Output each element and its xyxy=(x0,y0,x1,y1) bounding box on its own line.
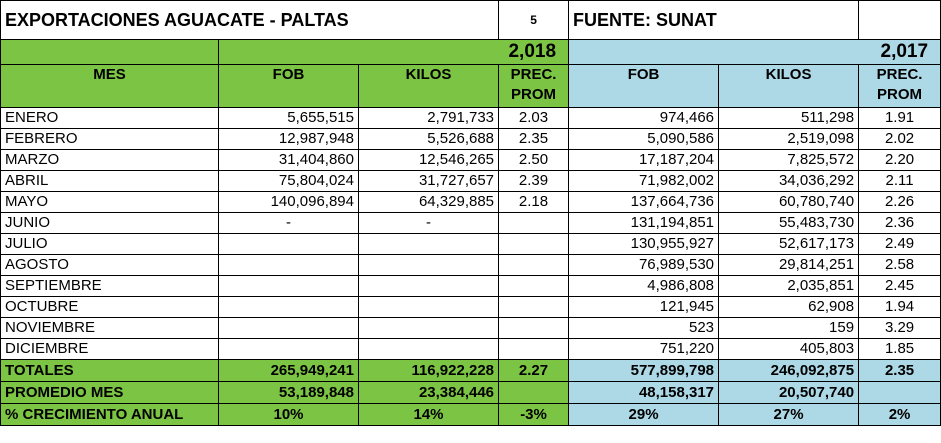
fob-2018-cell xyxy=(219,276,359,297)
annual-growth-row-fob-2017: 29% xyxy=(569,404,719,426)
monthly-average-row-label: PROMEDIO MES xyxy=(1,382,219,404)
fob-2018-cell xyxy=(219,255,359,276)
totals-row-prec-2018: 2.27 xyxy=(499,360,569,382)
prec-2018-cell xyxy=(499,255,569,276)
fob-2017-cell: 974,466 xyxy=(569,108,719,129)
kilos-2017-cell: 159 xyxy=(719,318,859,339)
fob-2018-cell xyxy=(219,297,359,318)
fob-2018-cell xyxy=(219,339,359,360)
fob-2017-cell: 5,090,586 xyxy=(569,129,719,150)
kilos-2018-cell: 5,526,688 xyxy=(359,129,499,150)
fob-2017-cell: 131,194,851 xyxy=(569,213,719,234)
table-row xyxy=(1,108,941,129)
fob-2018-cell: 140,096,894 xyxy=(219,192,359,213)
fob-2017-cell: 121,945 xyxy=(569,297,719,318)
table-row xyxy=(1,213,941,234)
fob-2017-cell: 76,989,530 xyxy=(569,255,719,276)
totals-row xyxy=(1,360,941,382)
annual-growth-row-fob-2018: 10% xyxy=(219,404,359,426)
month-cell: NOVIEMBRE xyxy=(1,318,219,339)
prec-2018-cell xyxy=(499,339,569,360)
annual-growth-row-kilos-2018: 14% xyxy=(359,404,499,426)
prec-2017-cell: 2.58 xyxy=(859,255,941,276)
kilos-2018-cell xyxy=(359,339,499,360)
prec-2017-cell: 1.85 xyxy=(859,339,941,360)
monthly-average-row-fob-2017: 48,158,317 xyxy=(569,382,719,404)
fob-2017-cell: 71,982,002 xyxy=(569,171,719,192)
kilos-2018-cell: - xyxy=(359,213,499,234)
totals-row-label: TOTALES xyxy=(1,360,219,382)
empty-cell xyxy=(859,1,941,40)
table-row xyxy=(1,129,941,150)
kilos-2017-cell: 62,908 xyxy=(719,297,859,318)
month-cell: SEPTIEMBRE xyxy=(1,276,219,297)
kilos-2017-cell: 52,617,173 xyxy=(719,234,859,255)
column-header-row xyxy=(1,65,941,108)
page-title: EXPORTACIONES AGUACATE - PALTAS xyxy=(1,1,499,40)
prec-2018-cell xyxy=(499,318,569,339)
prec-2017-cell: 2.36 xyxy=(859,213,941,234)
table-row xyxy=(1,171,941,192)
prec-2017-cell: 2.02 xyxy=(859,129,941,150)
kilos-2017-cell: 29,814,251 xyxy=(719,255,859,276)
prec-2018-cell: 2.39 xyxy=(499,171,569,192)
month-cell: AGOSTO xyxy=(1,255,219,276)
prec-2017-cell: 2.11 xyxy=(859,171,941,192)
prec-2018-header xyxy=(499,65,569,108)
kilos-2017-cell: 55,483,730 xyxy=(719,213,859,234)
fob-2017-cell: 751,220 xyxy=(569,339,719,360)
fob-2017-cell: 4,986,808 xyxy=(569,276,719,297)
monthly-average-row-kilos-2018: 23,384,446 xyxy=(359,382,499,404)
prec-2017-cell: 2.49 xyxy=(859,234,941,255)
totals-row-prec-2017: 2.35 xyxy=(859,360,941,382)
monthly-average-row-prec-2018 xyxy=(499,382,569,404)
prec-2017-line2: PROM xyxy=(877,86,923,103)
year-2018-header: 2,018 xyxy=(219,40,569,65)
totals-row-kilos-2018: 116,922,228 xyxy=(359,360,499,382)
fob-2017-cell: 17,187,204 xyxy=(569,150,719,171)
prec-2018-cell xyxy=(499,297,569,318)
monthly-average-row-prec-2017 xyxy=(859,382,941,404)
kilos-2018-cell xyxy=(359,234,499,255)
mes-header-top xyxy=(1,40,219,65)
table-row xyxy=(1,150,941,171)
table-row xyxy=(1,255,941,276)
kilos-2018-cell xyxy=(359,297,499,318)
kilos-2018-cell xyxy=(359,255,499,276)
fob-2018-cell: 5,655,515 xyxy=(219,108,359,129)
prec-2018-cell: 2.03 xyxy=(499,108,569,129)
kilos-2018-header: KILOS xyxy=(359,65,499,108)
prec-2018-line2: PROM xyxy=(511,86,557,103)
totals-row-fob-2017: 577,899,798 xyxy=(569,360,719,382)
fob-2018-cell: 31,404,860 xyxy=(219,150,359,171)
fob-2017-cell: 130,955,927 xyxy=(569,234,719,255)
table-row xyxy=(1,192,941,213)
month-cell: MAYO xyxy=(1,192,219,213)
kilos-2018-cell: 31,727,657 xyxy=(359,171,499,192)
monthly-average-row xyxy=(1,382,941,404)
kilos-2017-header: KILOS xyxy=(719,65,859,108)
fob-2018-cell: - xyxy=(219,213,359,234)
fob-2018-cell: 75,804,024 xyxy=(219,171,359,192)
fob-2018-header: FOB xyxy=(219,65,359,108)
month-cell: JULIO xyxy=(1,234,219,255)
prec-2018-cell xyxy=(499,234,569,255)
year-2017-header: 2,017 xyxy=(569,40,941,65)
kilos-2018-cell: 12,546,265 xyxy=(359,150,499,171)
kilos-2017-cell: 7,825,572 xyxy=(719,150,859,171)
prec-2017-cell: 2.20 xyxy=(859,150,941,171)
monthly-average-row-kilos-2017: 20,507,740 xyxy=(719,382,859,404)
year-row xyxy=(1,40,941,65)
prec-2018-cell: 2.50 xyxy=(499,150,569,171)
prec-2017-cell: 2.45 xyxy=(859,276,941,297)
prec-2017-header xyxy=(859,65,941,108)
month-cell: DICIEMBRE xyxy=(1,339,219,360)
totals-row-fob-2018: 265,949,241 xyxy=(219,360,359,382)
month-cell: JUNIO xyxy=(1,213,219,234)
month-cell: MARZO xyxy=(1,150,219,171)
kilos-2017-cell: 511,298 xyxy=(719,108,859,129)
table-row xyxy=(1,297,941,318)
month-cell: OCTUBRE xyxy=(1,297,219,318)
month-cell: FEBRERO xyxy=(1,129,219,150)
annual-growth-row-kilos-2017: 27% xyxy=(719,404,859,426)
fob-2017-header: FOB xyxy=(569,65,719,108)
table-row xyxy=(1,234,941,255)
annual-growth-row-prec-2017: 2% xyxy=(859,404,941,426)
kilos-2017-cell: 60,780,740 xyxy=(719,192,859,213)
fob-2018-cell xyxy=(219,234,359,255)
annual-growth-row xyxy=(1,404,941,426)
prec-2018-cell: 2.18 xyxy=(499,192,569,213)
prec-2017-cell: 2.26 xyxy=(859,192,941,213)
fob-2017-cell: 137,664,736 xyxy=(569,192,719,213)
totals-row-kilos-2017: 246,092,875 xyxy=(719,360,859,382)
kilos-2018-cell: 64,329,885 xyxy=(359,192,499,213)
table-row xyxy=(1,339,941,360)
prec-2018-line1: PREC. xyxy=(510,66,557,83)
annual-growth-row-label: % CRECIMIENTO ANUAL xyxy=(1,404,219,426)
kilos-2018-cell: 2,791,733 xyxy=(359,108,499,129)
fob-2018-cell: 12,987,948 xyxy=(219,129,359,150)
fob-2017-cell: 523 xyxy=(569,318,719,339)
prec-2017-cell: 1.94 xyxy=(859,297,941,318)
prec-2018-cell xyxy=(499,213,569,234)
prec-2017-cell: 3.29 xyxy=(859,318,941,339)
mes-header: MES xyxy=(1,65,219,108)
source-label: FUENTE: SUNAT xyxy=(569,1,859,40)
table-row xyxy=(1,318,941,339)
table-row xyxy=(1,276,941,297)
title-row xyxy=(1,1,941,40)
annual-growth-row-prec-2018: -3% xyxy=(499,404,569,426)
monthly-average-row-fob-2018: 53,189,848 xyxy=(219,382,359,404)
prec-2018-cell xyxy=(499,276,569,297)
kilos-2017-cell: 405,803 xyxy=(719,339,859,360)
kilos-2017-cell: 34,036,292 xyxy=(719,171,859,192)
fob-2018-cell xyxy=(219,318,359,339)
month-cell: ENERO xyxy=(1,108,219,129)
sheet-number: 5 xyxy=(499,1,569,40)
month-cell: ABRIL xyxy=(1,171,219,192)
prec-2017-cell: 1.91 xyxy=(859,108,941,129)
prec-2018-cell: 2.35 xyxy=(499,129,569,150)
kilos-2018-cell xyxy=(359,318,499,339)
kilos-2018-cell xyxy=(359,276,499,297)
kilos-2017-cell: 2,519,098 xyxy=(719,129,859,150)
kilos-2017-cell: 2,035,851 xyxy=(719,276,859,297)
prec-2017-line1: PREC. xyxy=(876,66,923,83)
